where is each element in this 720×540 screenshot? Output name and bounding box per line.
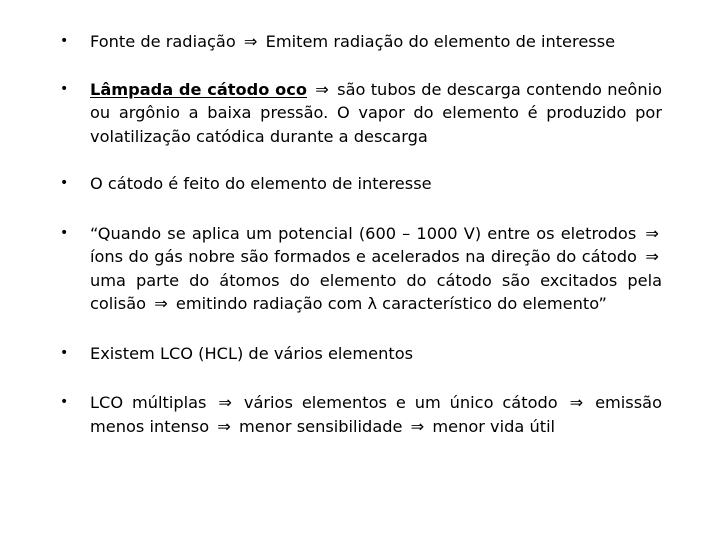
implies-arrow-icon: ⇒ [218, 393, 232, 412]
bullet-text: “Quando se aplica um potencial (600 – 1000 V) entre os eletrodos [90, 223, 643, 243]
bullet-text: característico do elemento” [377, 294, 607, 313]
bullet-fonte-de-radiacao [60, 30, 662, 54]
implies-arrow-icon: ⇒ [410, 416, 425, 436]
implies-arrow-icon: ⇒ [569, 393, 584, 412]
bullet-text: Existem LCO (HCL) de vários elementos [90, 343, 414, 363]
implies-arrow-icon: ⇒ [315, 79, 329, 99]
bullet-marker: • [60, 224, 69, 241]
bullet-catodo-elemento [60, 172, 662, 196]
implies-arrow-icon: ⇒ [243, 32, 258, 51]
implies-arrow-icon: ⇒ [645, 247, 659, 266]
bullet-existem-lco [60, 342, 662, 366]
bullet-quando-se-aplica [60, 222, 662, 316]
implies-arrow-icon: ⇒ [217, 416, 231, 436]
implies-arrow-icon: ⇒ [154, 294, 168, 313]
bullet-text: O cátodo é feito do elemento de interesse [90, 174, 432, 193]
bullet-text: Emitem radiação do elemento de interesse [260, 32, 616, 51]
bullet-lampada-de-catodo-oco [60, 78, 662, 149]
bullet-text: menor vida útil [427, 416, 556, 436]
bullet-text: vários elementos e um único cátodo [234, 393, 567, 412]
bullet-marker: • [60, 175, 69, 191]
term-lampada-de-catodo-oco: Lâmpada de cátodo oco [90, 79, 307, 99]
bullet-marker: • [60, 33, 69, 49]
bullet-text: íons do gás nobre são formados e acelerados na direção do cátodo [90, 247, 643, 266]
bullet-text: emissão menos intenso [90, 393, 662, 436]
bullet-text: LCO múltiplas [90, 393, 216, 412]
bullet-text: menor sensibilidade [233, 416, 408, 436]
bullet-marker: • [60, 80, 69, 97]
bullet-text: são tubos de descarga contendo neônio ou argônio a baixa pressão. O vapor do elemento é produzido por volatilização catódica durante a descarga [90, 79, 662, 146]
bullet-list [60, 30, 662, 462]
bullet-text: Fonte de radiação [90, 32, 241, 51]
bullet-text: emitindo radiação com [170, 294, 368, 313]
bullet-marker: • [60, 344, 69, 361]
lambda-symbol: λ [367, 294, 378, 313]
implies-arrow-icon: ⇒ [645, 223, 659, 243]
bullet-text: uma parte do átomos do elemento do cátodo são excitados pela colisão [90, 270, 662, 313]
bullet-marker: • [60, 394, 69, 410]
bullet-lco-multiplas [60, 391, 662, 438]
